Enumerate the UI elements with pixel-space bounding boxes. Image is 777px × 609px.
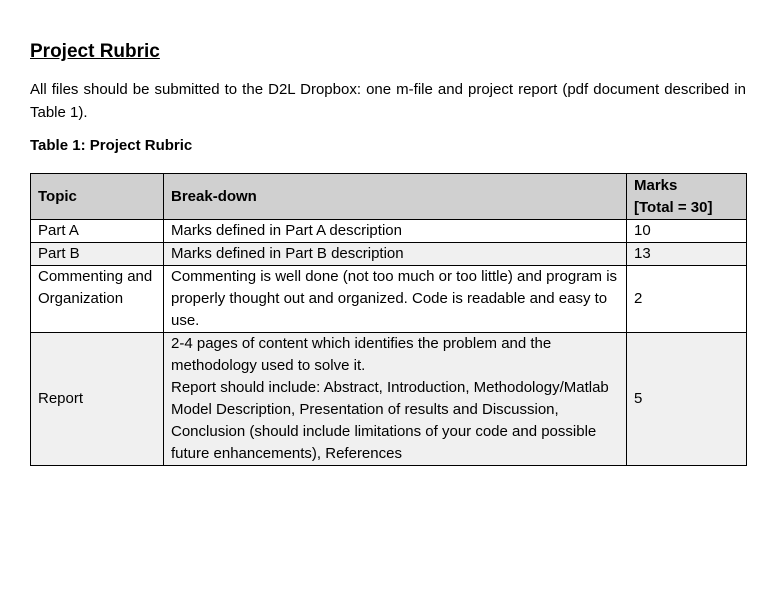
report-breakdown-paragraph-1: 2-4 pages of content which identifies the problem and the methodology used to solve it. xyxy=(171,335,552,374)
report-breakdown-paragraph-2: Report should include: Abstract, Introduction, Methodology/Matlab Model Description, Presentation of results and Discussion, Conclusion (should include limitations of your code and possible future enhancements), References xyxy=(171,379,609,462)
header-topic: Topic xyxy=(31,174,164,220)
cell-marks: 13 xyxy=(627,243,747,266)
header-breakdown: Break-down xyxy=(164,174,627,220)
cell-topic: Part B xyxy=(31,243,164,266)
cell-breakdown: Marks defined in Part A description xyxy=(164,220,627,243)
rubric-table xyxy=(30,173,747,466)
cell-marks: 10 xyxy=(627,220,747,243)
cell-breakdown: Marks defined in Part B description xyxy=(164,243,627,266)
cell-topic: Report xyxy=(31,333,164,466)
cell-marks: 2 xyxy=(627,266,747,333)
document-page xyxy=(30,40,746,466)
intro-paragraph: All files should be submitted to the D2L Dropbox: one m-file and project report (pdf document described in Table 1). xyxy=(30,81,746,121)
table-row xyxy=(31,243,747,266)
header-marks-line1: Marks xyxy=(634,176,678,194)
table-row xyxy=(31,266,747,333)
table-caption: Table 1: Project Rubric xyxy=(30,137,193,154)
header-marks-line2: [Total = 30] xyxy=(634,198,713,216)
table-header-row xyxy=(31,174,747,220)
table-row xyxy=(31,220,747,243)
page-title: Project Rubric xyxy=(30,41,160,62)
cell-breakdown: Commenting is well done (not too much or too little) and program is properly thought out and organized. Code is readable and easy to use. xyxy=(164,266,627,333)
header-marks xyxy=(627,174,747,220)
table-row xyxy=(31,333,747,466)
cell-topic: Commenting and Organization xyxy=(31,266,164,333)
cell-breakdown xyxy=(164,333,627,466)
cell-marks: 5 xyxy=(627,333,747,466)
cell-topic: Part A xyxy=(31,220,164,243)
